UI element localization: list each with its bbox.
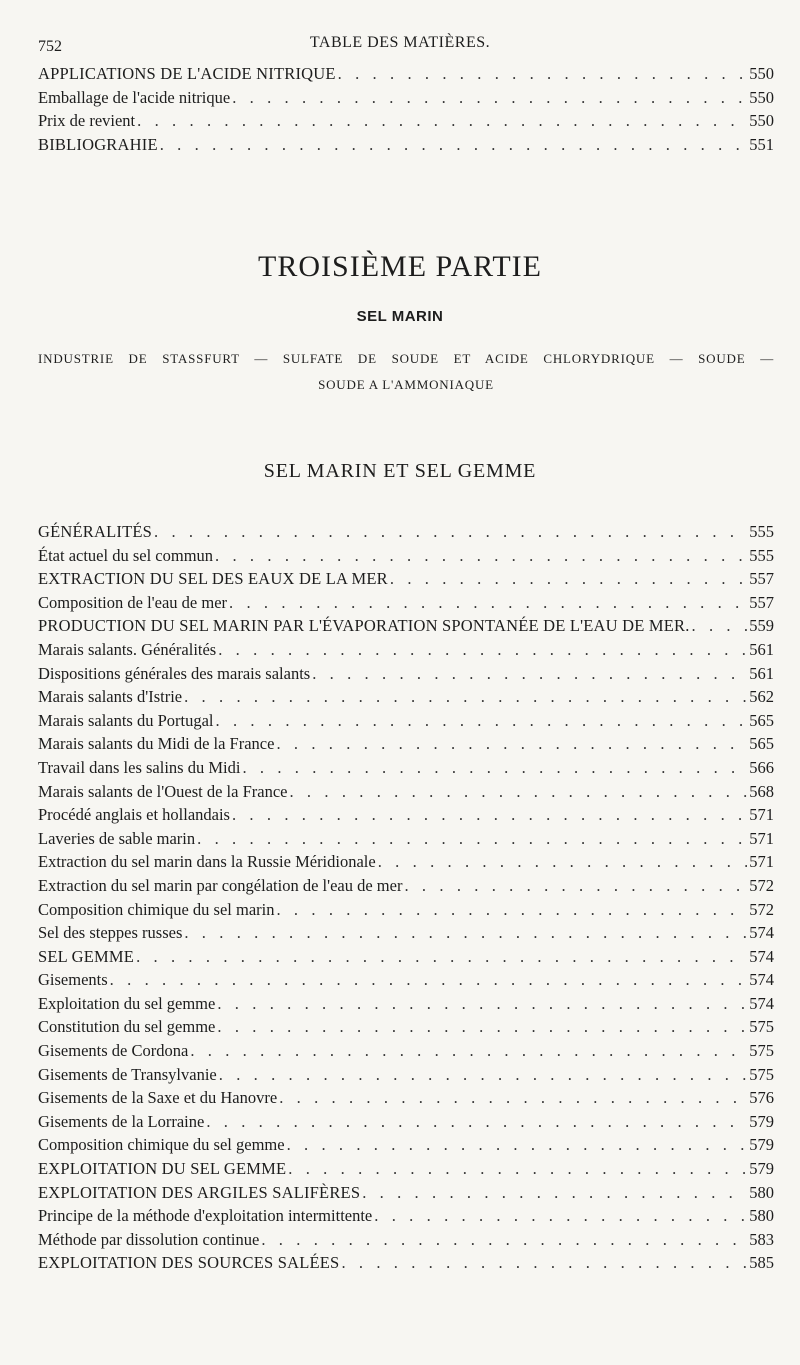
toc-entry-label: Marais salants d'Istrie (38, 687, 183, 707)
toc-entry-page: 571 (749, 852, 774, 872)
toc-entry (38, 756, 774, 780)
toc-entry (38, 662, 774, 686)
toc-entry-page: 574 (749, 993, 774, 1013)
toc-leader-dots (276, 732, 747, 756)
toc-entry-label: GÉNÉRALITÉS (38, 522, 153, 541)
toc-entry-page: 555 (749, 522, 774, 541)
toc-entry-label: Sel des steppes russes (38, 923, 183, 943)
toc-entry-label: Gisements de la Lorraine (38, 1111, 205, 1131)
toc-entry-page: 561 (749, 663, 774, 683)
toc-entry (38, 638, 774, 662)
toc-entry-label: Composition chimique du sel gemme (38, 1135, 285, 1155)
toc-entry-label: Gisements (38, 970, 108, 990)
toc-entry-page: 565 (749, 710, 774, 730)
toc-entry-label: EXPLOITATION DES SOURCES SALÉES (38, 1253, 340, 1273)
toc-entry-label: Gisements de Cordona (38, 1041, 189, 1061)
page-header (0, 30, 800, 54)
toc-entry (38, 968, 774, 992)
toc-entry-page: 550 (749, 64, 774, 83)
toc-entry-label: Extraction du sel marin dans la Russie Méridionale (38, 852, 376, 872)
toc-entry-page: 580 (749, 1206, 774, 1226)
toc-entry-page: 566 (749, 757, 774, 777)
part-subtitle: SEL MARIN (356, 308, 444, 325)
section-title: SEL MARIN ET SEL GEMME (263, 460, 537, 482)
toc-entry-label: Marais salants du Midi de la France (38, 734, 275, 754)
toc-entry (38, 1133, 774, 1157)
toc-entry (38, 1063, 774, 1087)
toc-entry-page: 568 (749, 781, 774, 801)
toc-leader-dots (338, 62, 748, 86)
toc-leader-dots (217, 992, 747, 1016)
toc-entry-page: 571 (749, 828, 774, 848)
toc-leader-dots (206, 1110, 747, 1134)
toc-entry (38, 544, 774, 568)
toc-entry-label: PRODUCTION DU SEL MARIN PAR L'ÉVAPORATION SPONTANÉE DE L'EAU DE MER. (38, 616, 690, 636)
toc-entry-label: SEL GEMME (38, 946, 135, 966)
toc-leader-dots (216, 709, 748, 733)
toc-entry-label: Exploitation du sel gemme (38, 993, 216, 1013)
toc-entry-page: 565 (749, 734, 774, 754)
toc-leader-dots (287, 1133, 748, 1157)
toc-entry (38, 709, 774, 733)
toc-entry-page: 557 (749, 569, 774, 589)
toc-leader-dots (232, 86, 747, 110)
toc-entry (38, 62, 774, 86)
toc-leader-dots (261, 1228, 747, 1252)
toc-entry-page: 576 (749, 1088, 774, 1108)
toc-leader-dots (279, 1086, 747, 1110)
toc-leader-dots (378, 850, 748, 874)
toc-entry-label: EXTRACTION DU SEL DES EAUX DE LA MER (38, 569, 388, 589)
toc-entry-page: 580 (749, 1182, 774, 1202)
toc-entry-page: 579 (749, 1111, 774, 1131)
toc-entry-label: EXPLOITATION DES ARGILES SALIFÈRES (38, 1182, 361, 1202)
toc-entry-label: Composition de l'eau de mer (38, 592, 228, 612)
toc-entry-label: Marais salants du Portugal (38, 710, 214, 730)
part-topics-line: INDUSTRIE DE STASSFURT — SULFATE DE SOUDE ET ACIDE CHLORYDRIQUE — SOUDE — (38, 351, 774, 366)
toc-entry (38, 780, 774, 804)
toc-leader-dots (289, 780, 747, 804)
toc-entry-page: 583 (749, 1229, 774, 1249)
toc-entry-page: 551 (749, 134, 774, 154)
running-title: TABLE DES MATIÈRES. (309, 34, 491, 51)
toc-entry (38, 1204, 774, 1228)
toc-entry-label: Extraction du sel marin par congélation de l'eau de mer (38, 875, 403, 895)
toc-entry-page: 575 (749, 1041, 774, 1061)
toc-entry (38, 567, 774, 591)
toc-entry (38, 1015, 774, 1039)
toc-leader-dots (215, 544, 747, 568)
toc-entry-page: 574 (749, 970, 774, 990)
toc-entry (38, 520, 774, 544)
toc-entry-label: APPLICATIONS DE L'ACIDE NITRIQUE (38, 64, 336, 83)
toc-entry-page: 561 (749, 639, 774, 659)
toc-entry-page: 579 (749, 1159, 774, 1179)
toc-leader-dots (276, 898, 747, 922)
toc-entry (38, 1157, 774, 1181)
toc-entry (38, 898, 774, 922)
toc-entry (38, 1039, 774, 1063)
toc-leader-dots (692, 614, 748, 638)
toc-entry (38, 850, 774, 874)
toc-leader-dots (374, 1204, 747, 1228)
toc-entry (38, 992, 774, 1016)
toc-leader-dots (312, 662, 747, 686)
toc-entry (38, 874, 774, 898)
toc-leader-dots (362, 1181, 747, 1205)
toc-entry-page: 572 (749, 875, 774, 895)
toc-entry-page: 559 (749, 616, 774, 636)
toc-entry-page: 572 (749, 899, 774, 919)
toc-entry (38, 86, 774, 110)
toc-entry-label: Principe de la méthode d'exploitation intermittente (38, 1206, 373, 1226)
toc-top-list (38, 62, 774, 156)
toc-entry (38, 1110, 774, 1134)
toc-entry-label: Méthode par dissolution continue (38, 1229, 260, 1249)
toc-entry-label: Dispositions générales des marais salants (38, 663, 311, 683)
toc-entry-page: 574 (749, 923, 774, 943)
toc-entry (38, 1251, 774, 1275)
toc-entry-label: Marais salants. Généralités (38, 639, 217, 659)
toc-leader-dots (190, 1039, 747, 1063)
toc-entry (38, 614, 774, 638)
toc-entry-page: 575 (749, 1064, 774, 1084)
toc-entry-label: Travail dans les salins du Midi (38, 757, 241, 777)
toc-entry-label: Gisements de la Saxe et du Hanovre (38, 1088, 278, 1108)
toc-leader-dots (229, 591, 747, 615)
toc-leader-dots (110, 968, 748, 992)
toc-entry (38, 803, 774, 827)
toc-entry-page: 555 (749, 545, 774, 565)
toc-entry (38, 921, 774, 945)
toc-leader-dots (404, 874, 747, 898)
toc-leader-dots (242, 756, 747, 780)
toc-entry-label: EXPLOITATION DU SEL GEMME (38, 1159, 287, 1179)
toc-leader-dots (184, 921, 747, 945)
toc-entry-label: BIBLIOGRAHIE (38, 134, 158, 154)
toc-leader-dots (154, 520, 747, 544)
toc-leader-dots (288, 1157, 747, 1181)
toc-entry-page: 579 (749, 1135, 774, 1155)
toc-leader-dots (137, 109, 747, 133)
toc-entry (38, 1181, 774, 1205)
toc-entry-label: Laveries de sable marin (38, 828, 196, 848)
toc-entry-label: Composition chimique du sel marin (38, 899, 275, 919)
toc-entry-page: 550 (749, 87, 774, 107)
toc-entry-label: Constitution du sel gemme (38, 1017, 216, 1037)
toc-entry-label: Marais salants de l'Ouest de la France (38, 781, 288, 801)
toc-entry (38, 685, 774, 709)
toc-leader-dots (219, 1063, 748, 1087)
toc-leader-dots (197, 827, 747, 851)
toc-entry-page: 571 (749, 805, 774, 825)
toc-entry (38, 591, 774, 615)
toc-leader-dots (184, 685, 747, 709)
toc-leader-dots (160, 133, 748, 157)
toc-entry-page: 574 (749, 946, 774, 966)
toc-entry (38, 732, 774, 756)
toc-main-list (38, 520, 774, 1275)
toc-entry-label: État actuel du sel commun (38, 545, 214, 565)
toc-entry-page: 585 (749, 1253, 774, 1273)
toc-entry (38, 1228, 774, 1252)
toc-entry (38, 827, 774, 851)
toc-entry (38, 109, 774, 133)
toc-leader-dots (136, 945, 747, 969)
toc-entry-page: 575 (749, 1017, 774, 1037)
toc-leader-dots (218, 638, 747, 662)
toc-entry (38, 945, 774, 969)
toc-entry-page: 562 (749, 687, 774, 707)
toc-entry-label: Procédé anglais et hollandais (38, 805, 230, 825)
toc-entry-label: Gisements de Transylvanie (38, 1064, 217, 1084)
toc-leader-dots (232, 803, 747, 827)
toc-leader-dots (390, 567, 747, 591)
toc-entry (38, 133, 774, 157)
toc-entry-page: 557 (749, 592, 774, 612)
page-number: 752 (38, 38, 62, 55)
part-title: TROISIÈME PARTIE (258, 250, 542, 283)
toc-leader-dots (217, 1015, 747, 1039)
toc-entry-page: 550 (749, 111, 774, 131)
part-topics-line: SOUDE A L'AMMONIAQUE (318, 377, 494, 392)
part-topics (38, 346, 774, 398)
toc-entry (38, 1086, 774, 1110)
toc-leader-dots (341, 1251, 747, 1275)
toc-entry-label: Prix de revient (38, 111, 136, 131)
toc-entry-label: Emballage de l'acide nitrique (38, 87, 231, 107)
